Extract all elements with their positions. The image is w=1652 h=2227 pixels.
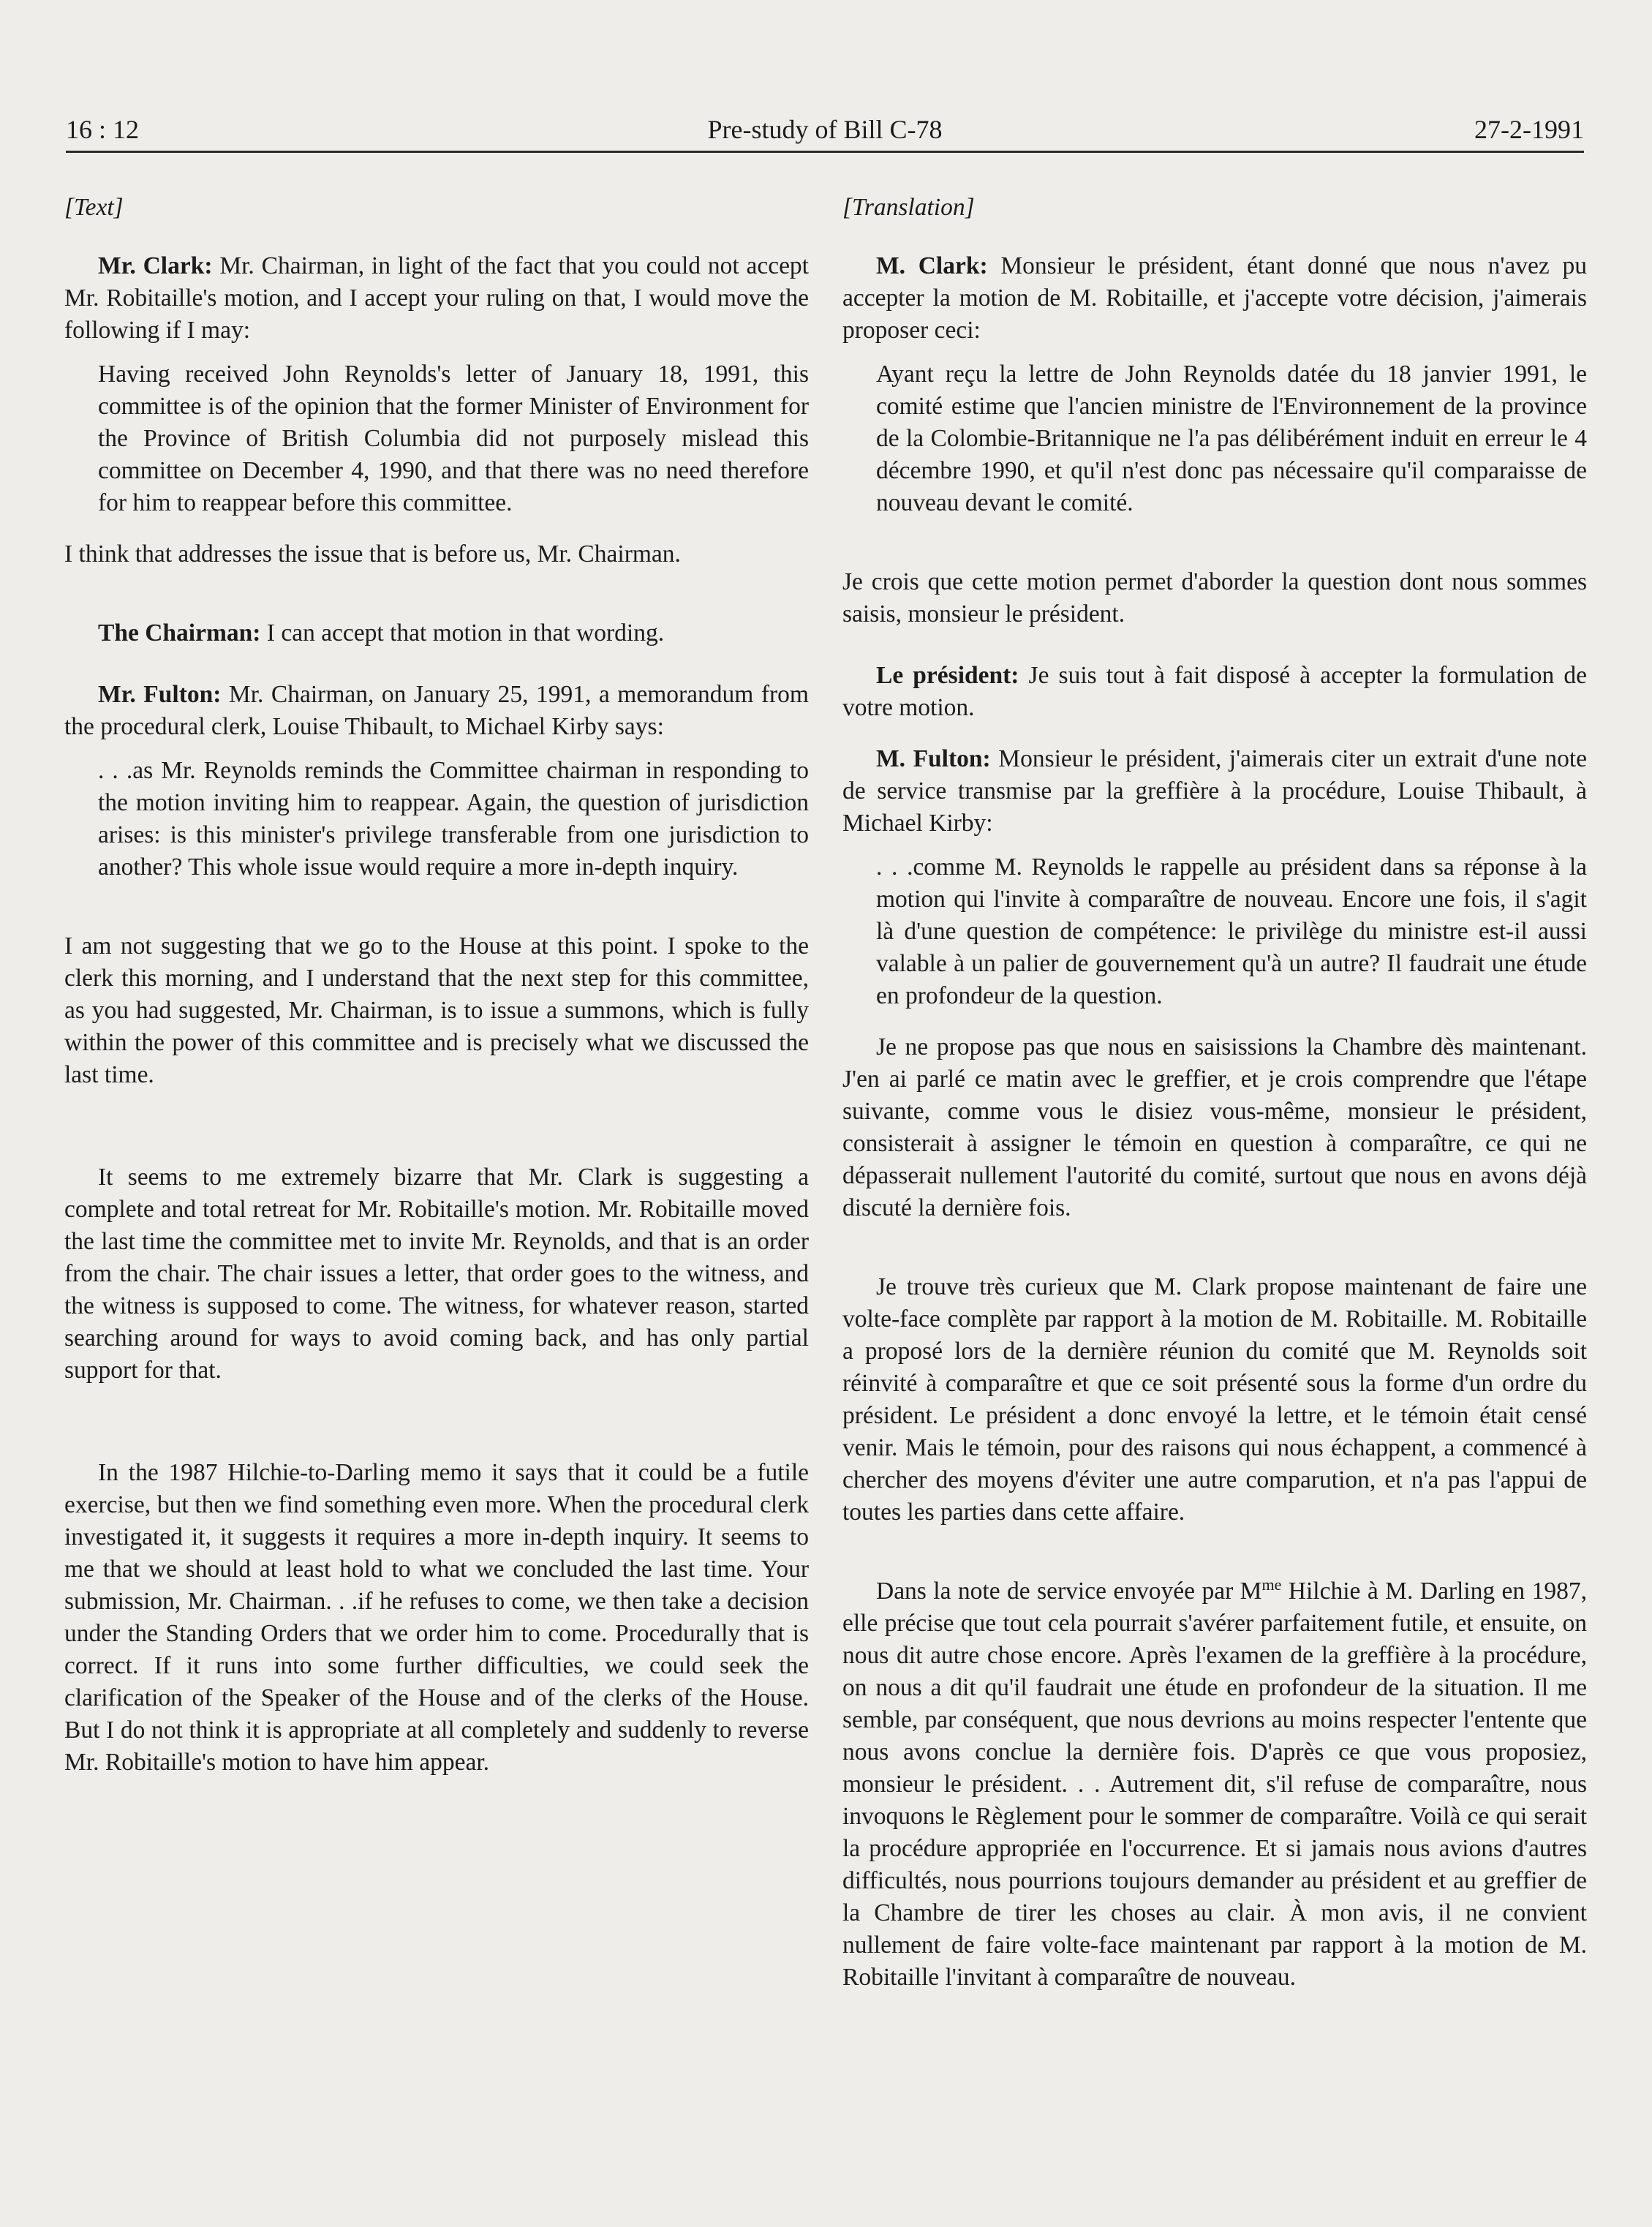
- speaker-name: Mr. Clark:: [98, 252, 213, 279]
- speaker-name: The Chairman:: [98, 619, 261, 647]
- page-number: 16 : 12: [66, 115, 140, 144]
- french-column: [842, 192, 1587, 1994]
- speaker-name: M. Fulton:: [876, 745, 991, 772]
- memo-quote: . . .as Mr. Reynolds reminds the Committee chairman in responding to the motion inviting him to reappear. Again, the question of jurisdiction arises: is this minister's privilege transferable from one jurisdiction to another? This whole issue would require a more in-depth inquiry.: [98, 757, 809, 881]
- text-segment: Hilchie à M. Darling en 1987, elle précise que tout cela pourrait s'avérer parfaitement futile, et ensuite, on nous dit autre chose encore. Après l'examen de la greffière à la procédure, on nous a dit qu'il faudrait une étude en profondeur de la situation. Il me semble, par conséquent, que nous devrions au moins respecter l'entente que nous avons conclue la dernière fois. D'après ce que vous proposiez, monsieur le président. . . Autrement dit, s'il refuse de comparaître, nous invoquons le Règlement pour le sommer de comparaître. Voilà ce qui serait la procédure appropriée en l'occurrence. Et si jamais nous avions d'autres difficultés, nous pourrions toujours demander au président et au greffier de la Chambre de tirer les choses au clair. À mon avis, il ne convient nullement de faire volte-face maintenant par rapport à la motion de M. Robitaille l'invitant à comparaître de nouveau.: [842, 1578, 1587, 1991]
- memo-quote-fr: . . .comme M. Reynolds le rappelle au président dans sa réponse à la motion qui l'invite à comparaître de nouveau. Encore une fois, il s'agit là d'une question de compétence: le privilège du ministre est-il aussi valable à un palier de gouvernement qu'à un autre? Il faudrait une étude en profondeur de la question.: [876, 854, 1587, 1009]
- statement-text: Mr. Chairman, on January 25, 1991, a memorandum from the procedural clerk, Louise Thibault, to Michael Kirby says:: [64, 681, 809, 740]
- fulton-paragraph-3: In the 1987 Hilchie-to-Darling memo it says that it could be a futile exercise, but then we find something even more. When the procedural clerk investigated it, it suggests it requires a more in-depth inquiry. It seems to me that we should at least hold to what we concluded the last time. Your submission, Mr. Chairman. . .if he refuses to come, we then take a decision under the Standing Orders that we order him to come. Procedurally that is correct. If it runs into some further difficulties, we could seek the clarification of the Speaker of the House and of the clerks of the House. But I do not think it is appropriate at all completely and suddenly to reverse Mr. Robitaille's motion to have him appear.: [64, 1459, 809, 1776]
- fulton-paragraph-2: It seems to me extremely bizarre that Mr. Clark is suggesting a complete and total retreat for Mr. Robitaille's motion. Mr. Robitaille moved the last time the committee met to invite Mr. Reynolds, and that is an order from the chair. The chair issues a letter, that order goes to the witness, and the witness is supposed to come. The witness, for whatever reason, started searching around for ways to avoid coming back, and has only partial support for that.: [64, 1164, 809, 1384]
- motion-text: Having received John Reynolds's letter of January 18, 1991, this committee is of the opinion that the former Minister of Environment for the Province of British Columbia did not purposely mislead this committee on December 4, 1990, and that there was no need therefore for him to reappear before this committee.: [98, 361, 809, 516]
- clark-statement-fr: [842, 250, 1587, 347]
- fulton-paragraph-2-fr: Je trouve très curieux que M. Clark propose maintenant de faire une volte-face complète par rapport à la motion de M. Robitaille. M. Robitaille a proposé lors de la dernière réunion du comité que M. Reynolds soit réinvité à comparaître et que ce soit présenté sous la forme d'un ordre du président. Le président a donc envoyé la lettre, et le témoin était censé venir. Mais le témoin, pour des raisons qui nous échappent, a commencé à chercher des moyens d'éviter une autre comparution, et n'a pas l'appui de toutes les parties dans cette affaire.: [842, 1273, 1587, 1526]
- superscript-me: me: [1261, 1575, 1282, 1594]
- page-header: [66, 110, 1584, 153]
- speaker-name: Mr. Fulton:: [98, 681, 222, 708]
- header-date: 27-2-1991: [1474, 115, 1584, 144]
- fulton-statement-fr: [842, 743, 1587, 840]
- statement-text: Monsieur le président, étant donné que nous n'avez pu accepter la motion de M. Robitaille, et j'accepte votre décision, j'aimerais proposer ceci:: [842, 252, 1587, 344]
- fulton-paragraph-3-fr: [842, 1575, 1587, 1994]
- chairman-statement: [64, 617, 809, 649]
- translation-label: [Translation]: [842, 194, 975, 221]
- speaker-name: M. Clark:: [876, 252, 988, 279]
- english-column: [64, 192, 809, 1779]
- clark-followup: I think that addresses the issue that is before us, Mr. Chairman.: [64, 540, 681, 568]
- clark-statement: [64, 250, 809, 347]
- fulton-paragraph-1: I am not suggesting that we go to the House at this point. I spoke to the clerk this morning, and I understand that the next step for this committee, as you had suggested, Mr. Chairman, is to issue a summons, which is fully within the power of this committee and is precisely what we discussed the last time.: [64, 932, 809, 1088]
- text-segment: Dans la note de service envoyée par M: [876, 1578, 1262, 1605]
- fulton-statement: [64, 679, 809, 743]
- statement-text: Monsieur le président, j'aimerais citer un extrait d'une note de service transmise par la greffière à la procédure, Louise Thibault, à Michael Kirby:: [842, 745, 1587, 837]
- statement-text: I can accept that motion in that wording.: [260, 619, 665, 647]
- statement-text: Mr. Chairman, in light of the fact that you could not accept Mr. Robitaille's motion, and I accept your ruling on that, I would move the following if I may:: [64, 252, 809, 344]
- fulton-paragraph-1-fr: Je ne propose pas que nous en saisissions la Chambre dès maintenant. J'en ai parlé ce matin avec le greffier, et je crois comprendre que l'étape suivante, comme vous le disiez vous-même, monsieur le président, consisterait à assigner le témoin en question à comparaître, ce qui ne dépasserait nullement l'autorité du comité, surtout que nous en avons déjà discuté la dernière fois.: [842, 1033, 1587, 1221]
- clark-followup-fr: Je crois que cette motion permet d'aborder la question dont nous sommes saisis, monsieur le président.: [842, 568, 1587, 628]
- running-title: Pre-study of Bill C-78: [707, 115, 943, 144]
- motion-text-fr: Ayant reçu la lettre de John Reynolds datée du 18 janvier 1991, le comité estime que l'ancien ministre de l'Environnement de la province de la Colombie-Britannique ne l'a pas délibérément induit en erreur le 4 décembre 1990, et qu'il n'est donc pas nécessaire qu'il comparaisse de nouveau devant le comité.: [876, 361, 1587, 516]
- statement-text: Je suis tout à fait disposé à accepter la formulation de votre motion.: [842, 662, 1587, 721]
- chairman-statement-fr: [842, 660, 1587, 724]
- text-label: [Text]: [64, 194, 124, 221]
- speaker-name: Le président:: [876, 662, 1019, 689]
